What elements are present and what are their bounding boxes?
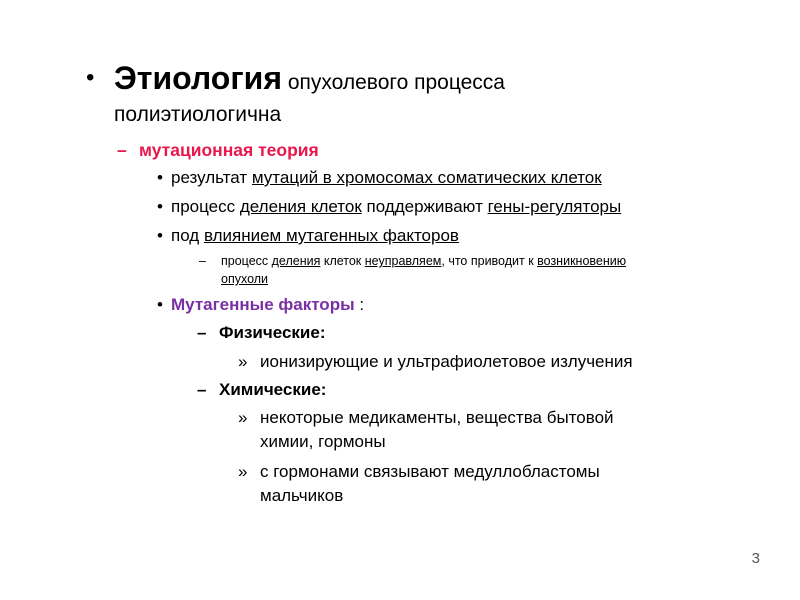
theory-item-3: • под влиянием мутагенных факторов [157, 224, 459, 248]
chemical-item-1-cont: химии, гормоны [260, 432, 386, 451]
bullet-icon: • [157, 295, 163, 314]
title-bold: Этиология [114, 60, 282, 96]
theory-sub-line2: опухоли [221, 272, 269, 286]
bullet-icon: » [238, 408, 248, 427]
bullet-icon: • [157, 226, 163, 245]
title-rest-1: опухолевого процесса [281, 71, 505, 94]
chemical-item-1: » некоторые медикаменты, вещества бытовой [238, 406, 614, 430]
slide-title [86, 62, 726, 131]
title-rest-2: полиэтиологична [114, 103, 282, 126]
chemical-heading: – Химические: [197, 380, 327, 399]
mutagens-heading: • Мутагенные факторы : [157, 293, 364, 317]
theory-item-1: • результат мутаций в хромосомах соматических клеток [157, 166, 602, 190]
physical-item-1: » ионизирующие и ультрафиолетовое излучения [238, 350, 633, 374]
theory-sub-line1: – процесс деления клеток неуправляем, что приводит к возникновению [199, 254, 627, 268]
chemical-item-2: » с гормонами связывают медуллобластомы [238, 460, 600, 484]
page-number: 3 [751, 550, 760, 567]
chemical-item-2-cont: мальчиков [260, 486, 344, 505]
theory-heading: – мутационная теория [117, 140, 319, 160]
bullet-icon: • [86, 64, 95, 91]
bullet-icon: • [157, 197, 163, 216]
bullet-icon: » [238, 352, 248, 371]
physical-heading: – Физические: [197, 323, 326, 342]
bullet-icon: » [238, 462, 248, 481]
theory-item-2: • процесс деления клеток поддерживают гены-регуляторы [157, 195, 621, 219]
bullet-icon: • [157, 168, 163, 187]
